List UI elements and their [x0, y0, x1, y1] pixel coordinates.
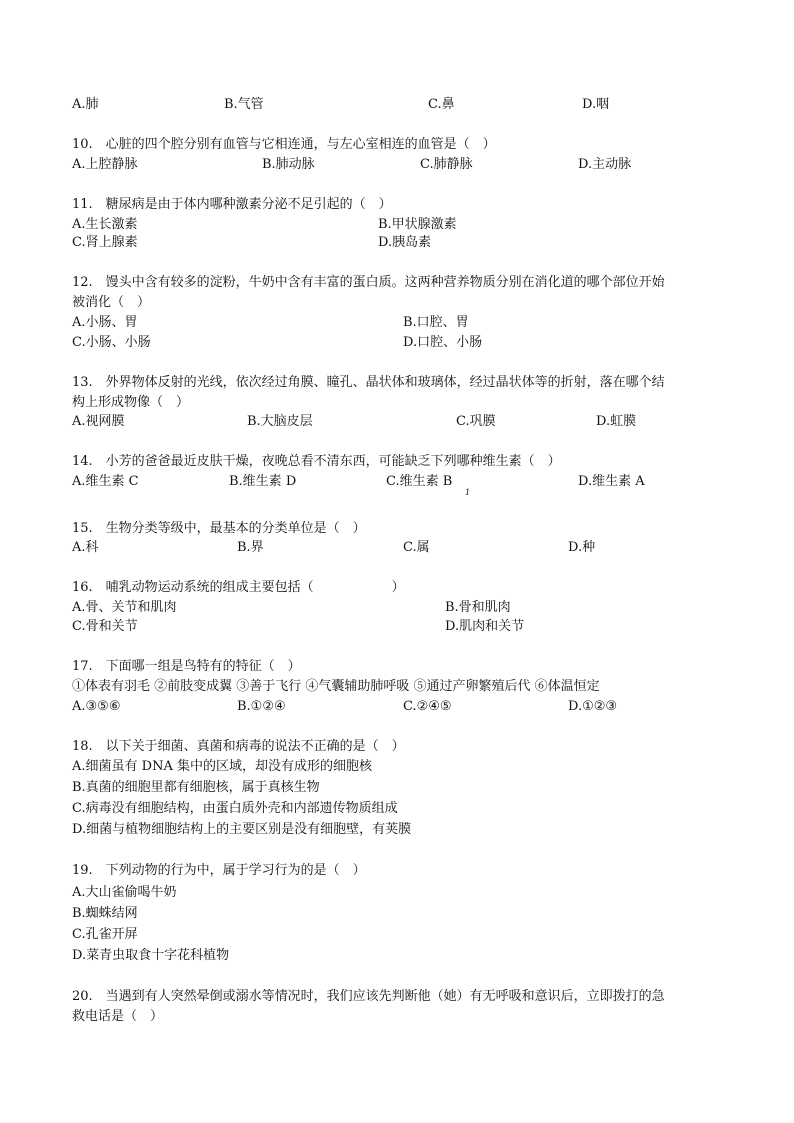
q15-option-a[interactable]: A.科	[72, 540, 99, 555]
q18-stem: 18. 以下关于细菌、真菌和病毒的说法不正确的是（ ）	[72, 739, 405, 754]
q11-option-c[interactable]: C.肾上腺素	[72, 235, 138, 250]
q19-option-c[interactable]: C.孔雀开屏	[72, 927, 138, 942]
q14-option-c[interactable]: C.维生素 B	[386, 474, 453, 489]
q14-option-a[interactable]: A.维生素 C	[72, 474, 139, 489]
q10-option-c[interactable]: C.肺静脉	[420, 157, 473, 172]
q17-option-d[interactable]: D.①②③	[568, 699, 618, 714]
q17-option-c[interactable]: C.②④⑤	[403, 699, 452, 714]
q13-option-c[interactable]: C.巩膜	[456, 414, 496, 429]
q19-option-b[interactable]: B.蜘蛛结网	[72, 906, 138, 921]
q12-option-c[interactable]: C.小肠、小肠	[72, 335, 151, 350]
q9-option-b[interactable]: B.气管	[224, 97, 264, 112]
q10-option-a[interactable]: A.上腔静脉	[72, 157, 138, 172]
q15-option-d[interactable]: D.种	[568, 540, 596, 555]
q10-option-d[interactable]: D.主动脉	[578, 157, 632, 172]
q11-stem: 11. 糖尿病是由于体内哪种激素分泌不足引起的（ ）	[72, 197, 392, 212]
q13-stem-line1: 13. 外界物体反射的光线，依次经过角膜、瞳孔、晶状体和玻璃体，经过晶状体等的折射，落在哪个结	[72, 375, 665, 390]
q16-option-a[interactable]: A.骨、关节和肌肉	[72, 600, 177, 615]
q18-option-d[interactable]: D.细菌与植物细胞结构上的主要区别是没有细胞壁，有荚膜	[72, 822, 412, 837]
q11-option-b[interactable]: B.甲状腺激素	[378, 217, 457, 232]
q16-option-b[interactable]: B.骨和肌肉	[445, 600, 511, 615]
q19-option-d[interactable]: D.菜青虫取食十字花科植物	[72, 948, 230, 963]
q13-option-a[interactable]: A.视网膜	[72, 414, 125, 429]
q20-stem-line2: 救电话是（ ）	[72, 1009, 164, 1024]
q19-option-a[interactable]: A.大山雀偷喝牛奶	[72, 885, 177, 900]
q12-stem-line1: 12. 馒头中含有较多的淀粉，牛奶中含有丰富的蛋白质。这两种营养物质分别在消化道的哪个部位开始	[72, 275, 665, 290]
q11-option-d[interactable]: D.胰岛素	[378, 235, 432, 250]
q16-option-d[interactable]: D.肌肉和关节	[445, 619, 525, 634]
q20-stem-line1: 20. 当遇到有人突然晕倒或溺水等情况时，我们应该先判断他（她）有无呼吸和意识后，立即拨打的急	[72, 989, 665, 1004]
q10-option-b[interactable]: B.肺动脉	[262, 157, 315, 172]
stray-mark: 1	[465, 488, 471, 497]
q10-stem: 10. 心脏的四个腔分别有血管与它相连通，与左心室相连的血管是（ ）	[72, 137, 496, 152]
q16-option-c[interactable]: C.骨和关节	[72, 619, 138, 634]
q15-stem: 15. 生物分类等级中，最基本的分类单位是（ ）	[72, 521, 366, 536]
q17-features: ①体表有羽毛 ②前肢变成翼 ③善于飞行 ④气囊辅助肺呼吸 ⑤通过产卵繁殖后代 ⑥体温恒定	[72, 679, 600, 694]
q18-option-a[interactable]: A.细菌虽有 DNA 集中的区域，却没有成形的细胞核	[72, 759, 372, 774]
q18-option-c[interactable]: C.病毒没有细胞结构，由蛋白质外壳和内部遗传物质组成	[72, 801, 398, 816]
q12-option-a[interactable]: A.小肠、胃	[72, 315, 138, 330]
q9-option-c[interactable]: C.鼻	[428, 97, 455, 112]
q16-stem: 16. 哺乳动物运动系统的组成主要包括（ ）	[72, 580, 405, 595]
q14-stem: 14. 小芳的爸爸最近皮肤干燥，夜晚总看不清东西，可能缺乏下列哪种维生素（ ）	[72, 454, 561, 469]
q14-option-b[interactable]: B.维生素 D	[229, 474, 297, 489]
q12-option-d[interactable]: D.口腔、小肠	[403, 335, 483, 350]
q11-option-a[interactable]: A.生长激素	[72, 217, 138, 232]
q15-option-b[interactable]: B.界	[237, 540, 264, 555]
q15-option-c[interactable]: C.属	[403, 540, 430, 555]
q13-option-d[interactable]: D.虹膜	[596, 414, 637, 429]
q12-option-b[interactable]: B.口腔、胃	[403, 315, 469, 330]
q17-stem: 17. 下面哪一组是鸟特有的特征（ ）	[72, 659, 301, 674]
q17-option-b[interactable]: B.①②④	[237, 699, 286, 714]
q14-option-d[interactable]: D.维生素 A	[578, 474, 645, 489]
q19-stem: 19. 下列动物的行为中，属于学习行为的是（ ）	[72, 863, 366, 878]
q9-option-a[interactable]: A.肺	[72, 97, 99, 112]
q18-option-b[interactable]: B.真菌的细胞里都有细胞核，属于真核生物	[72, 780, 320, 795]
q17-option-a[interactable]: A.③⑤⑥	[72, 699, 121, 714]
q9-option-d[interactable]: D.咽	[582, 97, 610, 112]
q13-option-b[interactable]: B.大脑皮层	[247, 414, 313, 429]
q13-stem-line2: 构上形成物像（ ）	[72, 395, 190, 410]
q12-stem-line2: 被消化（ ）	[72, 295, 151, 310]
